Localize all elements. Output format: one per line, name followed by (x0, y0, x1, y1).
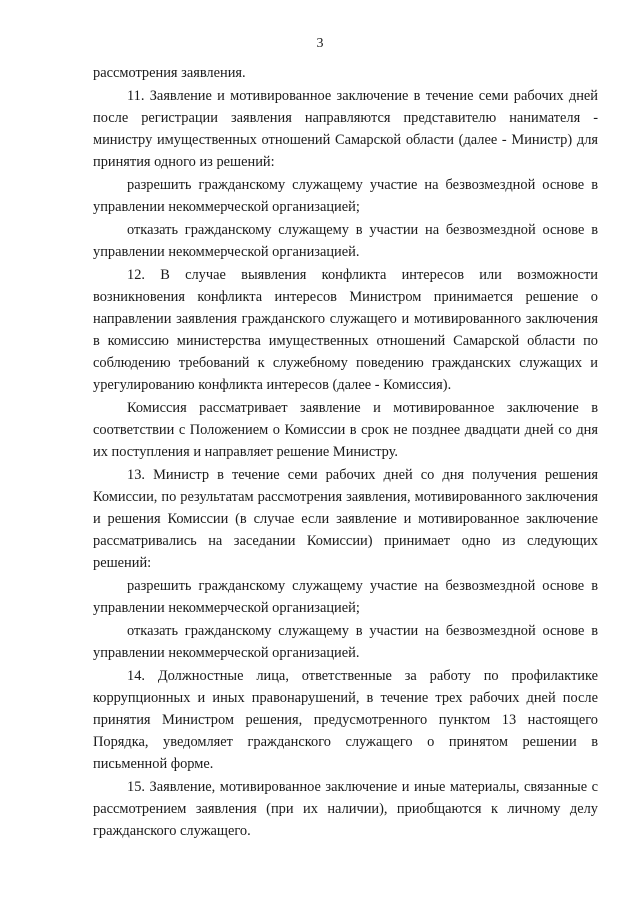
paragraph-12-commission: Комиссия рассматривает заявление и мотивированное заключение в соответствии с Положением о Комиссии в срок не позднее двадцати дней со дня их поступления и направляет решение Министру. (93, 400, 598, 460)
paragraph-13: 13. Министр в течение семи рабочих дней со дня получения решения Комиссии, по результатам рассмотрения заявления, мотивированного заключения и решения Комиссии (в случае если заявление и мотивированное заключение рассматривались на заседании Комиссии) принимает одно из следующих решений: (93, 467, 598, 571)
paragraph-12: 12. В случае выявления конфликта интересов или возможности возникновения конфликта интересов Министром принимается решение о направлении заявления гражданского служащего и мотивированного заключения в комиссию министерства имущественных отношений Самарской области по соблюдению требований к служебному поведению гражданских служащих и урегулированию конфликта интересов (далее - Комиссия). (93, 267, 598, 393)
paragraph-15: 15. Заявление, мотивированное заключение и иные материалы, связанные с рассмотрением заявления (при их наличии), приобщаются к личному делу гражданского служащего. (93, 779, 598, 839)
paragraph-13-option-deny: отказать гражданскому служащему в участии на безвозмездной основе в управлении некоммерческой организацией. (93, 623, 598, 661)
page-number: 3 (316, 36, 324, 51)
document-body (93, 62, 598, 843)
paragraph-11: 11. Заявление и мотивированное заключение в течение семи рабочих дней после регистрации заявления направляются представителю нанимателя - министру имущественных отношений Самарской области (далее - Министр) для принятия одного из решений: (93, 88, 598, 170)
paragraph-11-option-deny: отказать гражданскому служащему в участии на безвозмездной основе в управлении некоммерческой организацией. (93, 222, 598, 260)
paragraph-14: 14. Должностные лица, ответственные за работу по профилактике коррупционных и иных правонарушений, в течение трех рабочих дней после принятия Министром решения, предусмотренного пунктом 13 настоящего Порядка, уведомляет гражданского служащего о принятом решении в письменной форме. (93, 668, 598, 772)
paragraph-13-option-allow: разрешить гражданскому служащему участие на безвозмездной основе в управлении некоммерческой организацией; (93, 578, 598, 616)
paragraph-continuation: рассмотрения заявления. (93, 65, 246, 81)
paragraph-11-option-allow: разрешить гражданскому служащему участие на безвозмездной основе в управлении некоммерческой организацией; (93, 177, 598, 215)
